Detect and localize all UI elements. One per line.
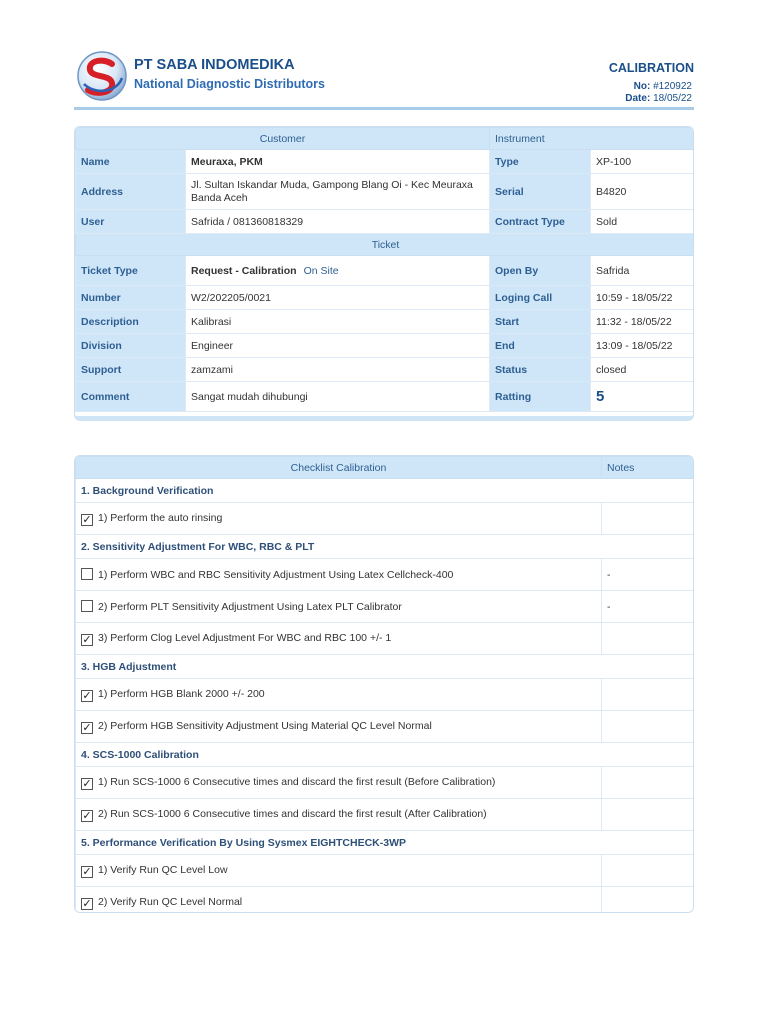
- checklist-section: [76, 831, 695, 855]
- customer-user: Safrida / 081360818329: [186, 210, 490, 234]
- ticket-onsite: On Site: [303, 264, 339, 277]
- checklist-item: [76, 679, 695, 711]
- checklist-item-note: -: [602, 559, 695, 591]
- checklist-item: [76, 887, 695, 914]
- customer-heading: Customer: [76, 128, 490, 150]
- address-label: Address: [76, 174, 186, 210]
- logingcall-label: Loging Call: [490, 286, 591, 310]
- checklist-item: [76, 855, 695, 887]
- checkbox-empty-icon[interactable]: [81, 600, 93, 612]
- company-subtitle: National Diagnostic Distributors: [134, 77, 325, 91]
- checklist-item: [76, 767, 695, 799]
- serial-label: Serial: [490, 174, 591, 210]
- ticket-ratting: 5: [596, 388, 605, 405]
- checkbox-empty-icon[interactable]: [81, 568, 93, 580]
- ticket-support: zamzami: [186, 358, 490, 382]
- checkbox-checked-icon[interactable]: ✓: [82, 721, 92, 734]
- document-meta: [625, 81, 692, 105]
- checkbox-checked-icon[interactable]: ✓: [82, 865, 92, 878]
- checklist-item-text: 2) Perform PLT Sensitivity Adjustment Using Latex PLT Calibrator: [98, 601, 402, 613]
- checklist-section: [76, 655, 695, 679]
- ticket-start: 11:32 - 18/05/22: [591, 310, 694, 334]
- checklist-card: [74, 455, 694, 913]
- section-title: 5. Performance Verification By Using Sysmex EIGHTCHECK-3WP: [76, 831, 695, 855]
- comment-label: Comment: [76, 382, 186, 412]
- open-by: Safrida: [591, 256, 694, 286]
- status-label: Status: [490, 358, 591, 382]
- info-card: [74, 126, 694, 421]
- checklist-body: [76, 479, 695, 914]
- checklist-item: [76, 591, 695, 623]
- ticket-division: Engineer: [186, 334, 490, 358]
- start-label: Start: [490, 310, 591, 334]
- instrument-heading: Instrument: [490, 128, 694, 150]
- checklist-item-note: -: [602, 591, 695, 623]
- company-logo-icon: [76, 50, 128, 102]
- date-label: Date:: [625, 93, 651, 104]
- contract-type: Sold: [591, 210, 694, 234]
- checklist-item-text: 1) Perform the auto rinsing: [98, 511, 223, 524]
- section-title: 1. Background Verification: [76, 479, 695, 503]
- checklist-item: [76, 559, 695, 591]
- customer-name: Meuraxa, PKM: [191, 155, 263, 168]
- company-name: PT SABA INDOMEDIKA: [134, 57, 295, 73]
- checklist-item-note: [602, 799, 695, 831]
- contract-label: Contract Type: [490, 210, 591, 234]
- division-label: Division: [76, 334, 186, 358]
- ticket-comment: Sangat mudah dihubungi: [186, 382, 490, 412]
- info-table: [75, 127, 694, 412]
- checkbox-checked-icon[interactable]: ✓: [82, 777, 92, 790]
- checklist-item-text: 2) Run SCS-1000 6 Consecutive times and discard the first result (After Calibration): [98, 807, 487, 820]
- notes-heading: Notes: [602, 457, 695, 479]
- type-label: Type: [490, 150, 591, 174]
- checklist-item: [76, 711, 695, 743]
- ticket-type: Request - Calibration: [191, 264, 297, 277]
- ticket-number: W2/202205/0021: [186, 286, 490, 310]
- checkbox-checked-icon[interactable]: ✓: [82, 809, 92, 822]
- name-label: Name: [76, 150, 186, 174]
- instrument-serial: B4820: [591, 174, 694, 210]
- checklist-item-note: [602, 503, 695, 535]
- document-date: 18/05/22: [653, 93, 692, 104]
- checklist-heading: Checklist Calibration: [76, 457, 602, 479]
- ticket-end: 13:09 - 18/05/22: [591, 334, 694, 358]
- ticket-type-label: Ticket Type: [76, 256, 186, 286]
- checkbox-checked-icon[interactable]: ✓: [82, 689, 92, 702]
- document-header: [74, 48, 694, 110]
- checklist-item-note: [602, 887, 695, 914]
- description-label: Description: [76, 310, 186, 334]
- ticket-status: closed: [591, 358, 694, 382]
- section-title: 4. SCS-1000 Calibration: [76, 743, 695, 767]
- checklist-item: [76, 799, 695, 831]
- checklist-section: [76, 535, 695, 559]
- checklist-section: [76, 743, 695, 767]
- section-title: 2. Sensitivity Adjustment For WBC, RBC & PLT: [76, 535, 695, 559]
- number-row-label: Number: [76, 286, 186, 310]
- checklist-item: [76, 623, 695, 655]
- section-title: 3. HGB Adjustment: [76, 655, 695, 679]
- checklist-item-text: 1) Perform WBC and RBC Sensitivity Adjustment Using Latex Cellcheck-400: [98, 569, 454, 581]
- checklist-item-text: 1) Perform HGB Blank 2000 +/- 200: [98, 687, 265, 700]
- number-label: No:: [633, 81, 651, 92]
- checklist-section: [76, 479, 695, 503]
- checklist-item-note: [602, 855, 695, 887]
- checklist-item-note: [602, 767, 695, 799]
- ratting-label: Ratting: [490, 382, 591, 412]
- checkbox-checked-icon[interactable]: ✓: [82, 633, 92, 646]
- checklist-item-text: 3) Perform Clog Level Adjustment For WBC and RBC 100 +/- 1: [98, 631, 392, 644]
- checklist-item-note: [602, 711, 695, 743]
- checklist-item: [76, 503, 695, 535]
- checklist-item-text: 2) Perform HGB Sensitivity Adjustment Using Material QC Level Normal: [98, 719, 432, 732]
- checkbox-checked-icon[interactable]: ✓: [82, 513, 92, 526]
- ticket-description: Kalibrasi: [186, 310, 490, 334]
- openby-label: Open By: [490, 256, 591, 286]
- document-title: CALIBRATION: [608, 61, 694, 75]
- loging-call: 10:59 - 18/05/22: [591, 286, 694, 310]
- support-label: Support: [76, 358, 186, 382]
- checklist-item-text: 1) Verify Run QC Level Low: [98, 863, 228, 876]
- checklist-item-note: [602, 623, 695, 655]
- checklist-table: [75, 456, 694, 913]
- checklist-item-text: 1) Run SCS-1000 6 Consecutive times and discard the first result (Before Calibration): [98, 775, 496, 788]
- document-number: #120922: [653, 81, 692, 92]
- checkbox-checked-icon[interactable]: ✓: [82, 897, 92, 910]
- instrument-type: XP-100: [591, 150, 694, 174]
- checklist-item-note: [602, 679, 695, 711]
- ticket-heading: Ticket: [76, 234, 695, 256]
- checklist-item-text: 2) Verify Run QC Level Normal: [98, 895, 243, 908]
- customer-address: Jl. Sultan Iskandar Muda, Gampong Blang Oi - Kec Meuraxa Banda Aceh: [186, 174, 490, 210]
- user-label: User: [76, 210, 186, 234]
- end-label: End: [490, 334, 591, 358]
